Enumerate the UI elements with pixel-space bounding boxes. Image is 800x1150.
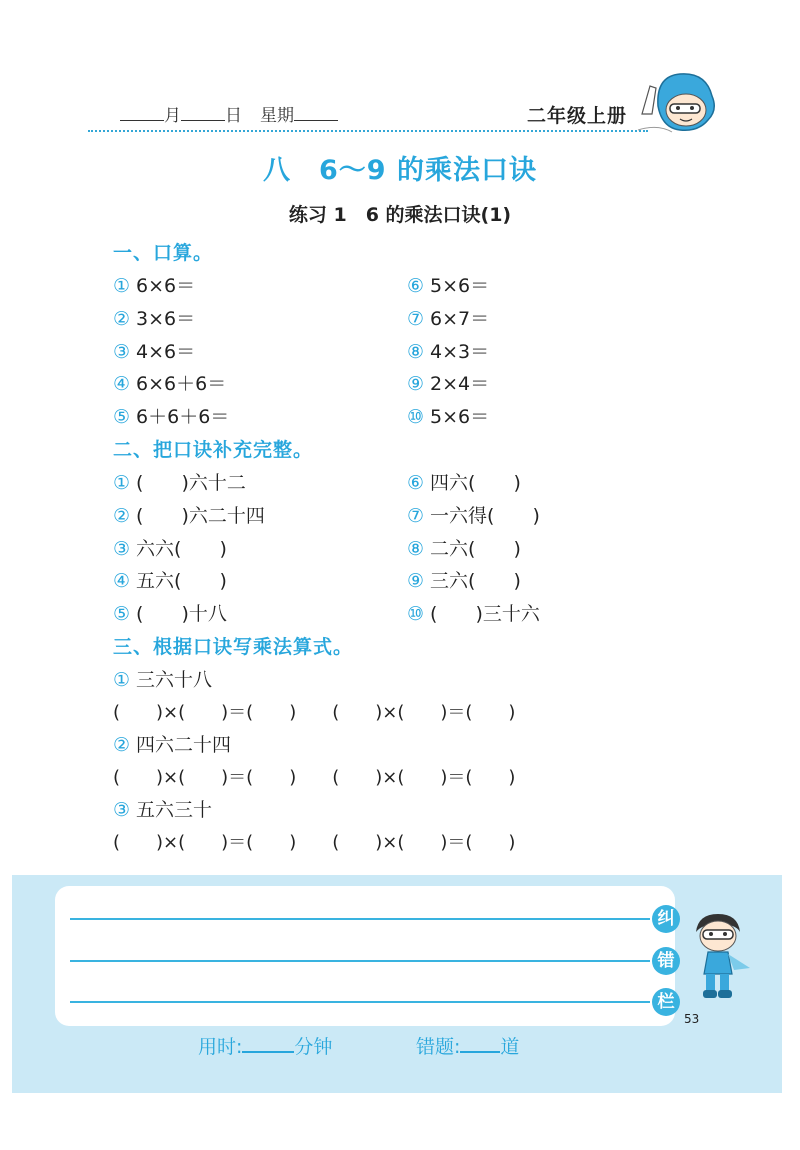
- question-text: 四六( ): [430, 472, 521, 494]
- time-label: 用时:: [198, 1036, 243, 1058]
- correction-line[interactable]: [70, 960, 650, 962]
- day-label: 日: [225, 106, 242, 126]
- question-number: ③: [113, 341, 131, 363]
- question-item: [113, 271, 195, 298]
- question-item: [407, 501, 540, 528]
- exercise-title: 练习 1 6 的乘法口诀(1): [288, 204, 512, 226]
- question-number: ⑤: [113, 406, 131, 428]
- correction-card: [55, 886, 675, 1026]
- question-text: 五六( ): [136, 570, 227, 592]
- question-number: ⑦: [407, 308, 425, 330]
- question-item: [113, 304, 195, 331]
- month-label: 月: [164, 106, 181, 126]
- answer-blanks[interactable]: ( )×( )＝( ) ( )×( )＝( ): [113, 702, 516, 723]
- date-line: [120, 101, 338, 126]
- question-item: [407, 566, 521, 593]
- mascot-top-icon: [628, 66, 723, 138]
- question-number: ③: [113, 799, 131, 821]
- header-divider: [88, 130, 648, 132]
- mascot-bottom-icon: [686, 910, 752, 1002]
- question-item: [113, 534, 227, 561]
- question-number: ⑤: [113, 603, 131, 625]
- question-text: 2×4＝: [430, 373, 490, 395]
- correction-char: 栏: [652, 988, 680, 1016]
- question-text: 6＋6＋6＝: [136, 406, 230, 428]
- question-item: [113, 730, 231, 757]
- day-blank[interactable]: [181, 120, 225, 121]
- question-number: ①: [113, 275, 131, 297]
- errors-field: [416, 1032, 519, 1059]
- question-text: 三六十八: [136, 669, 213, 691]
- correction-char: 纠: [652, 905, 680, 933]
- question-text: ( )六十二: [136, 472, 246, 494]
- correction-line[interactable]: [70, 918, 650, 920]
- question-number: ②: [113, 734, 131, 756]
- errors-label: 错题:: [416, 1036, 461, 1058]
- question-item: [407, 337, 489, 364]
- question-item: [407, 271, 489, 298]
- question-item: [113, 501, 265, 528]
- question-text: ( )三十六: [430, 603, 540, 625]
- question-item: [407, 304, 489, 331]
- question-text: 二六( ): [430, 538, 521, 560]
- question-number: ⑥: [407, 275, 425, 297]
- question-text: 一六得( ): [430, 505, 540, 527]
- question-number: ⑩: [407, 603, 425, 625]
- question-number: ①: [113, 472, 131, 494]
- page-number: 53: [684, 1012, 700, 1026]
- question-item: [407, 402, 489, 429]
- time-field: [198, 1032, 332, 1059]
- question-number: ⑨: [407, 570, 425, 592]
- question-text: 3×6＝: [136, 308, 196, 330]
- question-text: 四六二十四: [136, 734, 232, 756]
- question-number: ②: [113, 505, 131, 527]
- weekday-blank[interactable]: [294, 120, 338, 121]
- question-item: [113, 402, 229, 429]
- question-number: ②: [113, 308, 131, 330]
- question-item: [407, 534, 521, 561]
- answer-blanks[interactable]: ( )×( )＝( ) ( )×( )＝( ): [113, 832, 516, 853]
- question-number: ⑦: [407, 505, 425, 527]
- question-text: 4×3＝: [430, 341, 490, 363]
- question-text: 三六( ): [430, 570, 521, 592]
- question-text: ( )十八: [136, 603, 227, 625]
- question-text: 五六三十: [136, 799, 213, 821]
- section2-title: 二、把口诀补充完整。: [113, 439, 314, 461]
- question-text: 六六( ): [136, 538, 227, 560]
- question-item: [113, 468, 246, 495]
- correction-char: 错: [652, 947, 680, 975]
- month-blank[interactable]: [120, 120, 164, 121]
- question-number: ⑥: [407, 472, 425, 494]
- question-text: 6×7＝: [430, 308, 490, 330]
- correction-line[interactable]: [70, 1001, 650, 1003]
- question-number: ④: [113, 570, 131, 592]
- question-item: [113, 337, 195, 364]
- question-text: 5×6＝: [430, 406, 490, 428]
- question-item: [113, 795, 212, 822]
- question-item: [113, 369, 226, 396]
- section3-title: 三、根据口诀写乘法算式。: [113, 636, 354, 658]
- question-text: ( )六二十四: [136, 505, 265, 527]
- question-text: 5×6＝: [430, 275, 490, 297]
- question-item: [113, 566, 227, 593]
- question-item: [407, 599, 540, 626]
- question-item: [407, 468, 521, 495]
- question-text: 4×6＝: [136, 341, 196, 363]
- weekday-label: 星期: [260, 106, 294, 126]
- question-item: [407, 369, 489, 396]
- errors-unit: 道: [500, 1036, 520, 1058]
- question-number: ①: [113, 669, 131, 691]
- question-item: [113, 665, 212, 692]
- question-number: ④: [113, 373, 131, 395]
- time-unit: 分钟: [294, 1036, 333, 1058]
- question-number: ⑧: [407, 538, 425, 560]
- question-number: ⑩: [407, 406, 425, 428]
- question-number: ③: [113, 538, 131, 560]
- grade-label: 二年级上册: [527, 105, 628, 127]
- section1-title: 一、口算。: [113, 242, 214, 264]
- time-blank[interactable]: [242, 1033, 294, 1053]
- chapter-title: 八 6～9 的乘法口诀: [263, 155, 537, 186]
- question-item: [113, 599, 227, 626]
- errors-blank[interactable]: [460, 1033, 500, 1053]
- question-text: 6×6＝: [136, 275, 196, 297]
- question-text: 6×6＋6＝: [136, 373, 227, 395]
- answer-blanks[interactable]: ( )×( )＝( ) ( )×( )＝( ): [113, 767, 516, 788]
- question-number: ⑨: [407, 373, 425, 395]
- question-number: ⑧: [407, 341, 425, 363]
